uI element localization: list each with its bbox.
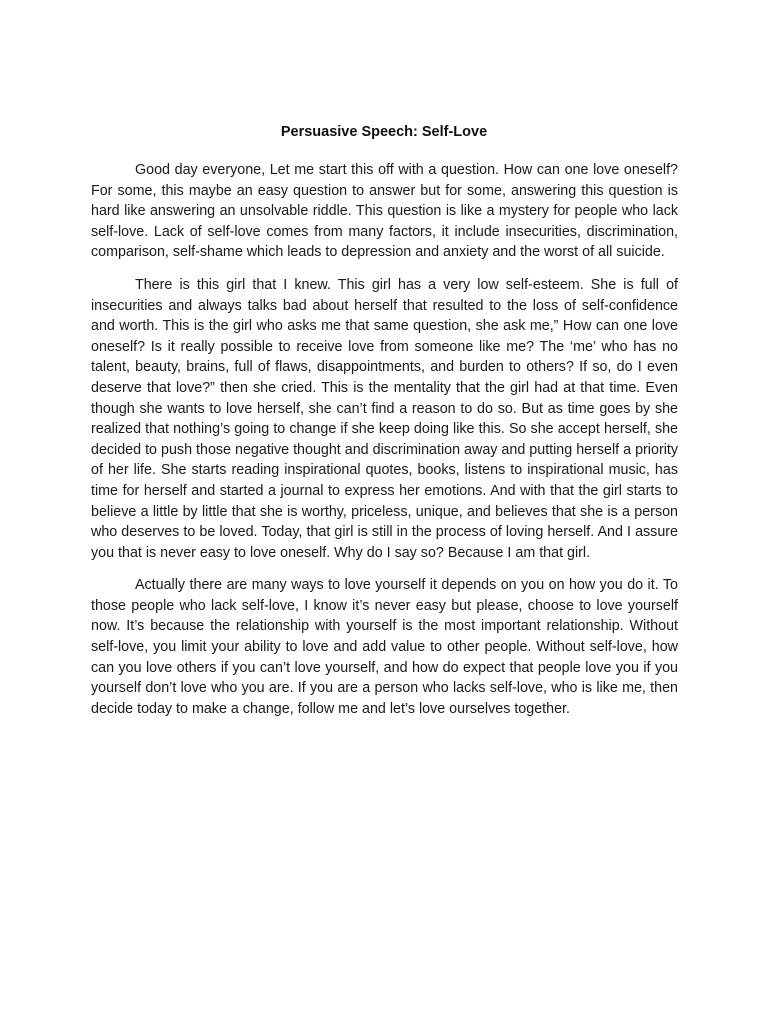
paragraph-story: There is this girl that I knew. This girl has a very low self-esteem. She is full of insecurities and always talks bad about herself that resulted to the loss of self-confidence and worth. This is the girl who asks me that same question, she ask me,” How can one love oneself? Is it really possible to receive love from someone like me? The ‘me’ who has no talent, beauty, brains, full of flaws, disappointments, and burden to others? If so, do I even deserve that love?” then she cried. This is the mentality that the girl had at that time. Even though she wants to love herself, she can’t find a reason to do so. But as time goes by she realized that nothing’s going to change if she keep doing like this. So she accept herself, she decided to push those negative thought and discrimination away and putting herself a priority of her life. She starts reading inspirational quotes, books, listens to inspirational music, has time for herself and started a journal to express her emotions. And with that the girl starts to believe a little by little that she is worthy, priceless, unique, and believes that she is a person who deserves to be loved. Today, that girl is still in the process of loving herself. And I assure you that is never easy to love oneself. Why do I say so? Because I am that girl. xyxy=(91,276,678,561)
document-body xyxy=(91,160,678,731)
paragraph-intro: Good day everyone, Let me start this off with a question. How can one love oneself? For some, this maybe an easy question to answer but for some, answering this question is hard like answering an unsolvable riddle. This question is like a mystery for people who lack self-love. Lack of self-love comes from many factors, it include insecurities, discrimination, comparison, self-shame which leads to depression and anxiety and the worst of all suicide. xyxy=(91,162,678,261)
paragraph-conclusion: Actually there are many ways to love yourself it depends on you on how you do it. To those people who lack self-love, I know it’s never easy but please, choose to love yourself now. It’s because the relationship with yourself is the most important relationship. Without self-love, you limit your ability to love and add value to other people. Without self-love, how can you love others if you can’t love yourself, and how do expect that people love you if you yourself don’t love who you are. If you are a person who lacks self-love, who is like me, then decide today to make a change, follow me and let’s love ourselves together. xyxy=(91,577,678,717)
document-title: Persuasive Speech: Self-Love xyxy=(280,124,488,140)
